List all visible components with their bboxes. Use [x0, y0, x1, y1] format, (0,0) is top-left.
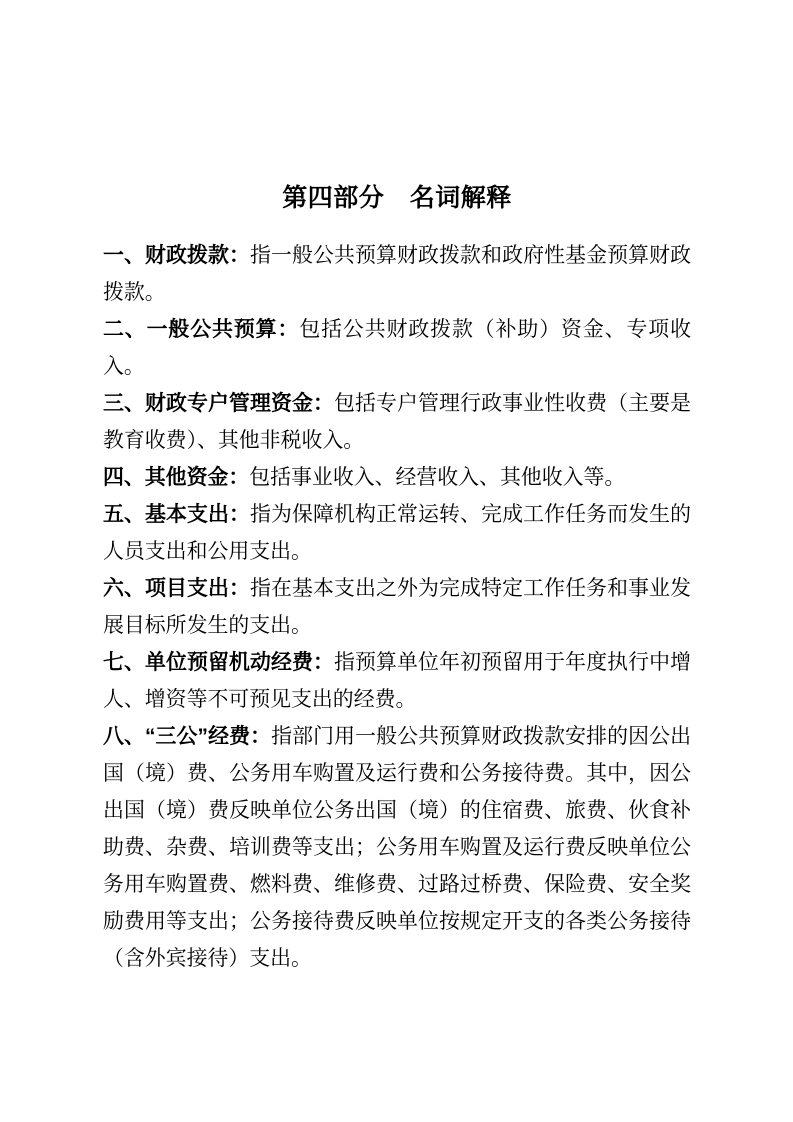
glossary-item-5: [103, 496, 691, 570]
glossary-item-8: [103, 718, 691, 977]
term-label-7: 七、单位预留机动经费：: [103, 651, 335, 674]
term-label-1: 一、财政拨款：: [103, 244, 251, 267]
term-label-2: 二、一般公共预算：: [103, 318, 300, 341]
term-definition-7: 指预算单位年初预留用于年度执行中增人、增资等不可预见支出的经费。: [103, 650, 691, 711]
term-label-3: 三、财政专户管理资金：: [103, 392, 335, 415]
term-definition-6: 指在基本支出之外为完成特定工作任务和事业发展目标所发生的支出。: [103, 576, 691, 637]
glossary-item-7: [103, 644, 691, 718]
glossary-body: [103, 237, 691, 977]
term-definition-3: 包括专户管理行政事业性收费（主要是教育收费）、其他非税收入。: [103, 391, 691, 452]
term-label-8: 八、“三公”经费：: [103, 725, 272, 748]
glossary-item-4: [103, 459, 691, 496]
term-definition-1: 指一般公共预算财政拨款和政府性基金预算财政拨款。: [103, 243, 691, 304]
term-definition-5: 指为保障机构正常运转、完成工作任务而发生的人员支出和公用支出。: [103, 502, 691, 563]
term-definition-8: 指部门用一般公共预算财政拨款安排的因公出国（境）费、公务用车购置及运行费和公务接待费。其中，因公出国（境）费反映单位公务出国（境）的住宿费、旅费、伙食补助费、杂费、培训费等支出；公务用车购置及运行费反映单位公务用车购置费、燃料费、维修费、过路过桥费、保险费、安全奖励费用等支出；公务接待费反映单位按规定开支的各类公务接待（含外宾接待）支出。: [103, 724, 691, 970]
glossary-item-6: [103, 570, 691, 644]
term-label-5: 五、基本支出：: [103, 503, 251, 526]
term-definition-4: 包括事业收入、经营收入、其他收入等。: [249, 465, 626, 489]
term-label-6: 六、项目支出：: [103, 577, 251, 600]
document-title: 第四部分 名词解释: [282, 184, 512, 212]
glossary-item-3: [103, 385, 691, 459]
term-label-4: 四、其他资金：: [103, 466, 250, 489]
glossary-item-1: [103, 237, 691, 311]
glossary-item-2: [103, 311, 691, 385]
term-definition-2: 包括公共财政拨款（补助）资金、专项收入。: [103, 317, 691, 378]
